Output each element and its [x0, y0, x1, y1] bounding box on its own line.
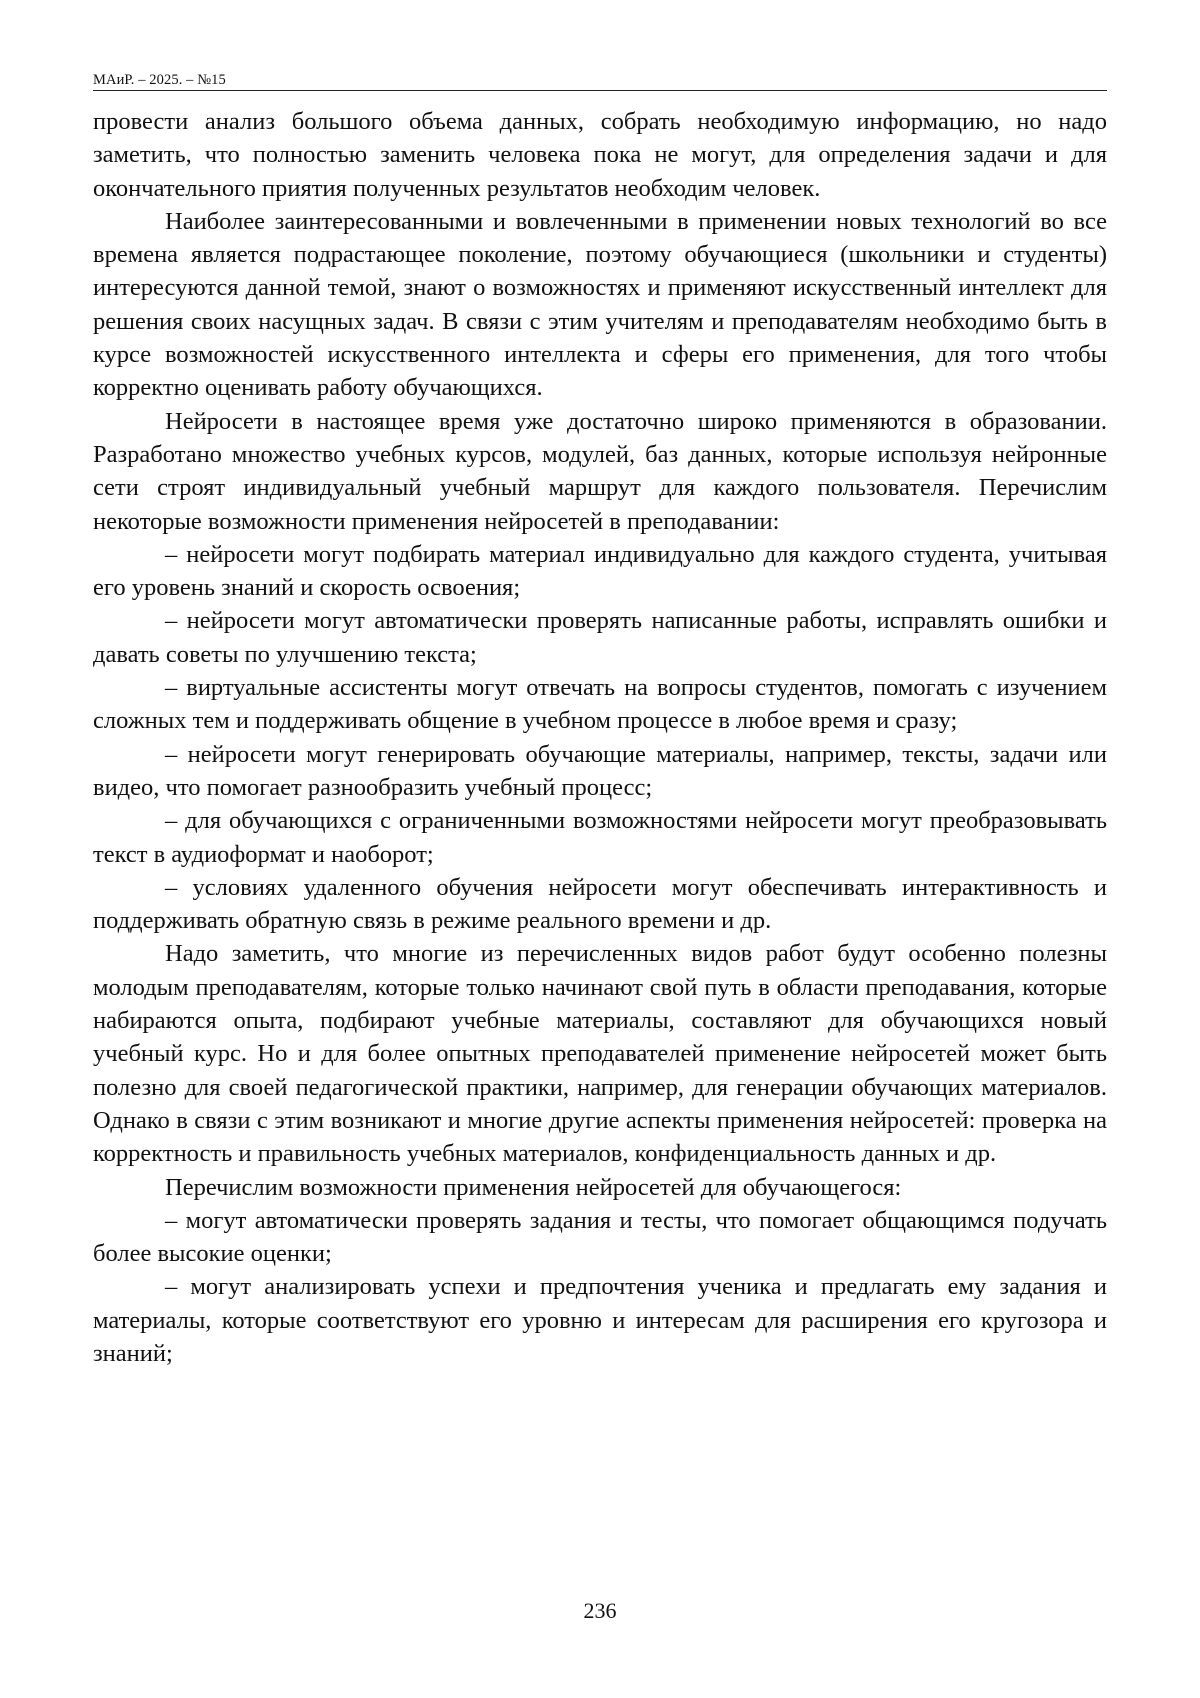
list-item: – условиях удаленного обучения нейросети могут обеспечивать интерактивность и поддерживать обратную связь в режиме реального времени и др.: [93, 871, 1107, 938]
list-item: – могут анализировать успехи и предпочтения ученика и предлагать ему задания и материалы, которые соответствуют его уровню и интересам для расширения его кругозора и знаний;: [93, 1270, 1107, 1370]
list-item: – нейросети могут генерировать обучающие материалы, например, тексты, задачи или видео, что помогает разнообразить учебный процесс;: [93, 738, 1107, 805]
list-item: – могут автоматически проверять задания и тесты, что помогает общающимся подучать более высокие оценки;: [93, 1204, 1107, 1271]
paragraph-continuation: провести анализ большого объема данных, собрать необходимую информацию, но надо заметить, что полностью заменить человека пока не могут, для определения задачи и для окончательного приятия полученных результатов необходим человек.: [93, 105, 1107, 205]
page-number: 236: [0, 1598, 1200, 1624]
list-item: – виртуальные ассистенты могут отвечать на вопросы студентов, помогать с изучением сложных тем и поддерживать общение в учебном процессе в любое время и сразу;: [93, 671, 1107, 738]
paragraph: Перечислим возможности применения нейросетей для обучающегося:: [93, 1171, 1107, 1204]
running-head: МАиР. – 2025. – №15: [93, 72, 226, 88]
list-item: – для обучающихся с ограниченными возможностями нейросети могут преобразовывать текст в аудиоформат и наоборот;: [93, 804, 1107, 871]
body-text: [93, 105, 1107, 1370]
paragraph: Наиболее заинтересованными и вовлеченными в применении новых технологий во все времена является подрастающее поколение, поэтому обучающиеся (школьники и студенты) интересуются данной темой, знают о возможностях и применяют искусственный интеллект для решения своих насущных задач. В связи с этим учителям и преподавателям необходимо быть в курсе возможностей искусственного интеллекта и сферы его применения, для того чтобы корректно оценивать работу обучающихся.: [93, 205, 1107, 405]
header-rule: [93, 90, 1107, 91]
list-item: – нейросети могут подбирать материал индивидуально для каждого студента, учитывая его уровень знаний и скорость освоения;: [93, 538, 1107, 605]
document-page: [0, 0, 1200, 1698]
paragraph: Нейросети в настоящее время уже достаточно широко применяются в образовании. Разработано множество учебных курсов, модулей, баз данных, которые используя нейронные сети строят индивидуальный учебный маршрут для каждого пользователя. Перечислим некоторые возможности применения нейросетей в преподавании:: [93, 405, 1107, 538]
paragraph: Надо заметить, что многие из перечисленных видов работ будут особенно полезны молодым преподавателям, которые только начинают свой путь в области преподавания, которые набираются опыта, подбирают учебные материалы, составляют для обучающихся новый учебный курс. Но и для более опытных преподавателей применение нейросетей может быть полезно для своей педагогической практики, например, для генерации обучающих материалов. Однако в связи с этим возникают и многие другие аспекты применения нейросетей: проверка на корректность и правильность учебных материалов, конфиденциальность данных и др.: [93, 937, 1107, 1170]
list-item: – нейросети могут автоматически проверять написанные работы, исправлять ошибки и давать советы по улучшению текста;: [93, 604, 1107, 671]
